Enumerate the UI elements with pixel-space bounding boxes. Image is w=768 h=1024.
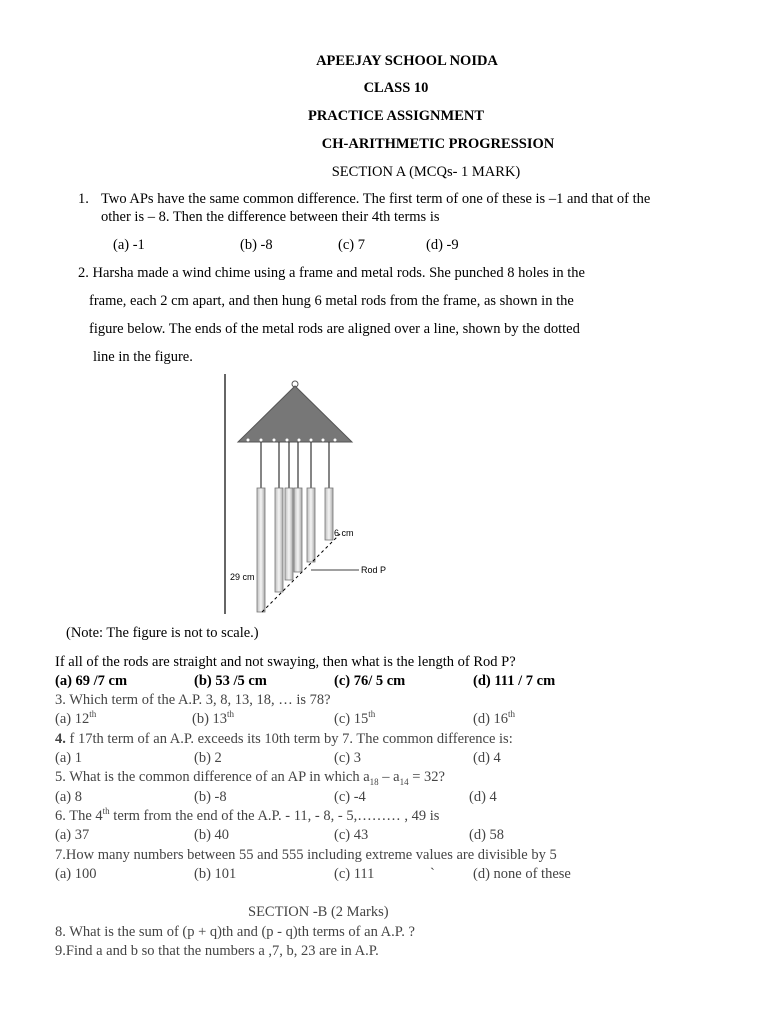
q3-option-a: (a) 12th — [55, 709, 97, 727]
q7-option-c: (c) 111 — [334, 866, 375, 882]
q2-line4: line in the figure. — [93, 349, 193, 365]
q2-line1: 2. Harsha made a wind chime using a frame and metal rods. She punched 8 holes in the — [78, 265, 585, 281]
q1-option-b: (b) -8 — [240, 237, 273, 253]
q9-text: 9.Find a and b so that the numbers a ,7, b, 23 are in A.P. — [55, 943, 379, 959]
q5-option-a: (a) 8 — [55, 789, 82, 805]
q1-option-d: (d) -9 — [426, 237, 459, 253]
q7-stray-mark: ` — [430, 866, 435, 882]
figure-note: (Note: The figure is not to scale.) — [66, 625, 259, 641]
metal-rods — [257, 488, 333, 612]
q3-option-c: (c) 15th — [334, 709, 376, 727]
q1-number: 1. — [78, 191, 89, 207]
rod-2 — [275, 488, 283, 592]
section-a-title: SECTION A (MCQs- 1 MARK) — [331, 164, 521, 180]
q6-option-b: (b) 40 — [194, 827, 230, 843]
q2-option-d: (d) 111 / 7 cm — [473, 673, 556, 689]
rod-4 — [294, 488, 302, 572]
rod-3 — [285, 488, 293, 580]
rod-1 — [257, 488, 265, 612]
rod-5 — [307, 488, 315, 562]
rod-6 — [325, 488, 333, 540]
section-b-title: SECTION -B (2 Marks) — [248, 904, 389, 920]
q6-option-c: (c) 43 — [334, 827, 369, 843]
q6-option-d: (d) 58 — [469, 827, 505, 843]
label-6cm: 6 cm — [334, 528, 354, 538]
q2-option-c: (c) 76/ 5 cm — [334, 673, 406, 689]
wind-chime-figure — [222, 374, 392, 619]
q5-text: 5. What is the common difference of an AP in which $a_{18} - a_{14} = 32$? — [55, 769, 445, 787]
q3-option-b: (b) 13th — [192, 709, 235, 727]
q5-option-d: (d) 4 — [469, 789, 497, 805]
q1-line2: other is – 8. Then the difference between their 4th terms is — [101, 209, 440, 225]
rod-strings — [261, 442, 329, 492]
q3-text: 3. Which term of the A.P. 3, 8, 13, 18, … is 78? — [55, 692, 331, 708]
q3-option-d: (d) 16th — [473, 709, 516, 727]
triangle-frame — [238, 386, 352, 442]
q7-option-d: (d) none of these — [473, 866, 571, 882]
q6-option-a: (a) 37 — [55, 827, 90, 843]
q4-option-d: (d) 4 — [473, 750, 501, 766]
q4-option-c: (c) 3 — [334, 750, 361, 766]
q4-option-a: (a) 1 — [55, 750, 82, 766]
q2-line3: figure below. The ends of the metal rods are aligned over a line, shown by the dotted — [89, 321, 580, 337]
q7-option-a: (a) 100 — [55, 866, 97, 882]
q2-option-b: (b) 53 /5 cm — [194, 673, 267, 689]
label-29cm: 29 cm — [230, 572, 255, 582]
q2-question: If all of the rods are straight and not swaying, then what is the length of Rod P? — [55, 654, 516, 670]
q1-option-a: (a) -1 — [113, 237, 145, 253]
q7-text: 7.How many numbers between 55 and 555 including extreme values are divisible by 5 — [55, 847, 557, 863]
school-name: APEEJAY SCHOOL NOIDA — [316, 53, 498, 69]
q4-option-b: (b) 2 — [194, 750, 222, 766]
q5-option-c: (c) -4 — [334, 789, 366, 805]
q2-line2: frame, each 2 cm apart, and then hung 6 metal rods from the frame, as shown in the — [89, 293, 574, 309]
q2-option-a: (a) 69 /7 cm — [55, 673, 128, 689]
q1-line1: Two APs have the same common difference. The first term of one of these is –1 and that of the — [101, 191, 651, 207]
q5-option-b: (b) -8 — [194, 789, 227, 805]
q4-text: 4. f 17th term of an A.P. exceeds its 10th term by 7. The common difference is: — [55, 731, 513, 747]
q6-text: 6. The 4th term from the end of the A.P. - 11, - 8, - 5,……… , 49 is — [55, 806, 440, 824]
assignment-title: PRACTICE ASSIGNMENT — [307, 108, 485, 124]
chapter-title: CH-ARITHMETIC PROGRESSION — [321, 136, 555, 152]
label-rod-p: Rod P — [361, 565, 387, 575]
q8-text: 8. What is the sum of (p + q)th and (p - q)th terms of an A.P. ? — [55, 924, 415, 940]
q1-option-c: (c) 7 — [338, 237, 365, 253]
class-title: CLASS 10 — [363, 80, 429, 96]
q7-option-b: (b) 101 — [194, 866, 237, 882]
